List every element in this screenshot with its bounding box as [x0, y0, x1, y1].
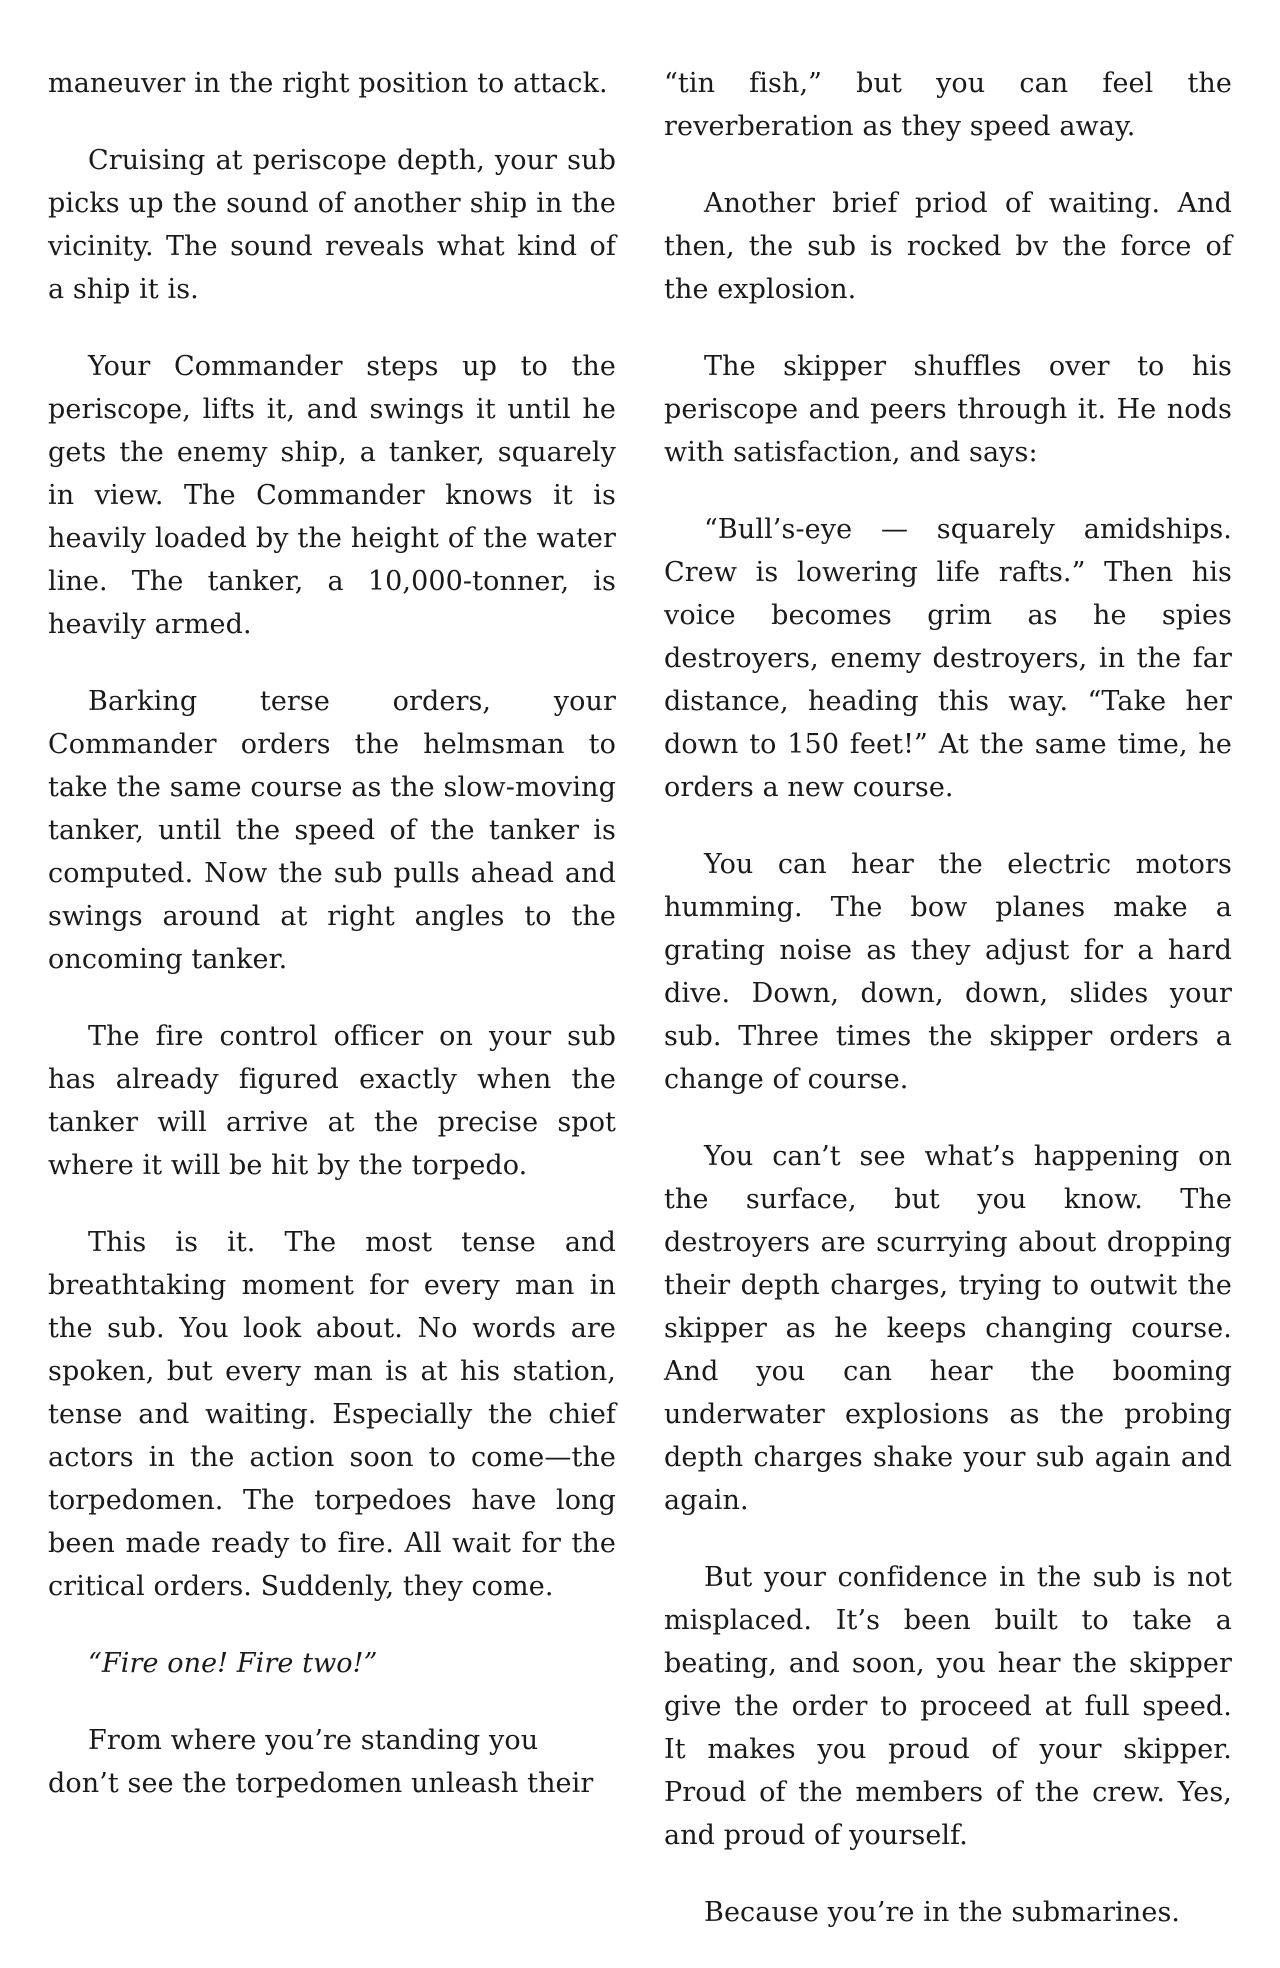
paragraph: Another brief priod of waiting. And then, the sub is rocked bv the force of the explosion. — [664, 188, 1232, 305]
quote-paragraph: “Fire one! Fire two!” — [88, 1648, 378, 1679]
left-column — [48, 62, 616, 1839]
paragraph: The fire control officer on your sub has already figured exactly when the tanker will arrive at the precise spot where it will be hit by the torpedo. — [48, 1021, 616, 1181]
paragraph: Barking terse orders, your Commander orders the helmsman to take the same course as the slow-moving tanker, until the speed of the tanker is computed. Now the sub pulls ahead and swings around at right angles to the oncoming tanker. — [48, 686, 616, 975]
paragraph: This is it. The most tense and breathtaking moment for every man in the sub. You look about. No words are spoken, but every man is at his station, tense and waiting. Especially the chief actors in the action soon to come—the torpedomen. The torpedoes have long been made ready to fire. All wait for the critical orders. Suddenly, they come. — [48, 1227, 616, 1602]
paragraph: You can’t see what’s happening on the surface, but you know. The destroyers are scurrying about dropping their depth charges, trying to outwit the skipper as he keeps changing course. And you can hear the booming underwater explosions as the probing depth charges shake your sub again and again. — [664, 1141, 1232, 1516]
paragraph: “Bull’s-eye — squarely amidships. Crew is lowering life rafts.” Then his voice becomes grim as he spies destroyers, enemy destroyers, in the far distance, heading this way. “Take her down to 150 feet!” At the same time, he orders a new course. — [664, 514, 1232, 803]
paragraph: You can hear the electric motors humming. The bow planes make a grating noise as they adjust for a hard dive. Down, down, down, slides your sub. Three times the skipper orders a change of course. — [664, 849, 1232, 1095]
paragraph: From where you’re standing you don’t see the torpedomen unleash their — [48, 1725, 594, 1799]
right-column — [664, 62, 1232, 1968]
paragraph: Your Commander steps up to the periscope, lifts it, and swings it until he gets the enemy ship, a tanker, squarely in view. The Commander knows it is heavily loaded by the height of the water line. The tanker, a 10,000-tonner, is heavily armed. — [48, 351, 616, 640]
paragraph: Cruising at periscope depth, your sub picks up the sound of another ship in the vicinity. The sound reveals what kind of a ship it is. — [48, 145, 616, 305]
paragraph: But your confidence in the sub is not misplaced. It’s been built to take a beating, and soon, you hear the skipper give the order to proceed at full speed. It makes you proud of your skipper. Proud of the members of the crew. Yes, and proud of yourself. — [664, 1562, 1232, 1851]
paragraph: maneuver in the right position to attack. — [48, 68, 608, 99]
closing-paragraph: Because you’re in the submarines. — [704, 1897, 1181, 1928]
paragraph: “tin fish,” but you can feel the reverberation as they speed away. — [664, 68, 1232, 142]
paragraph: The skipper shuffles over to his periscope and peers through it. He nods with satisfaction, and says: — [664, 351, 1232, 468]
